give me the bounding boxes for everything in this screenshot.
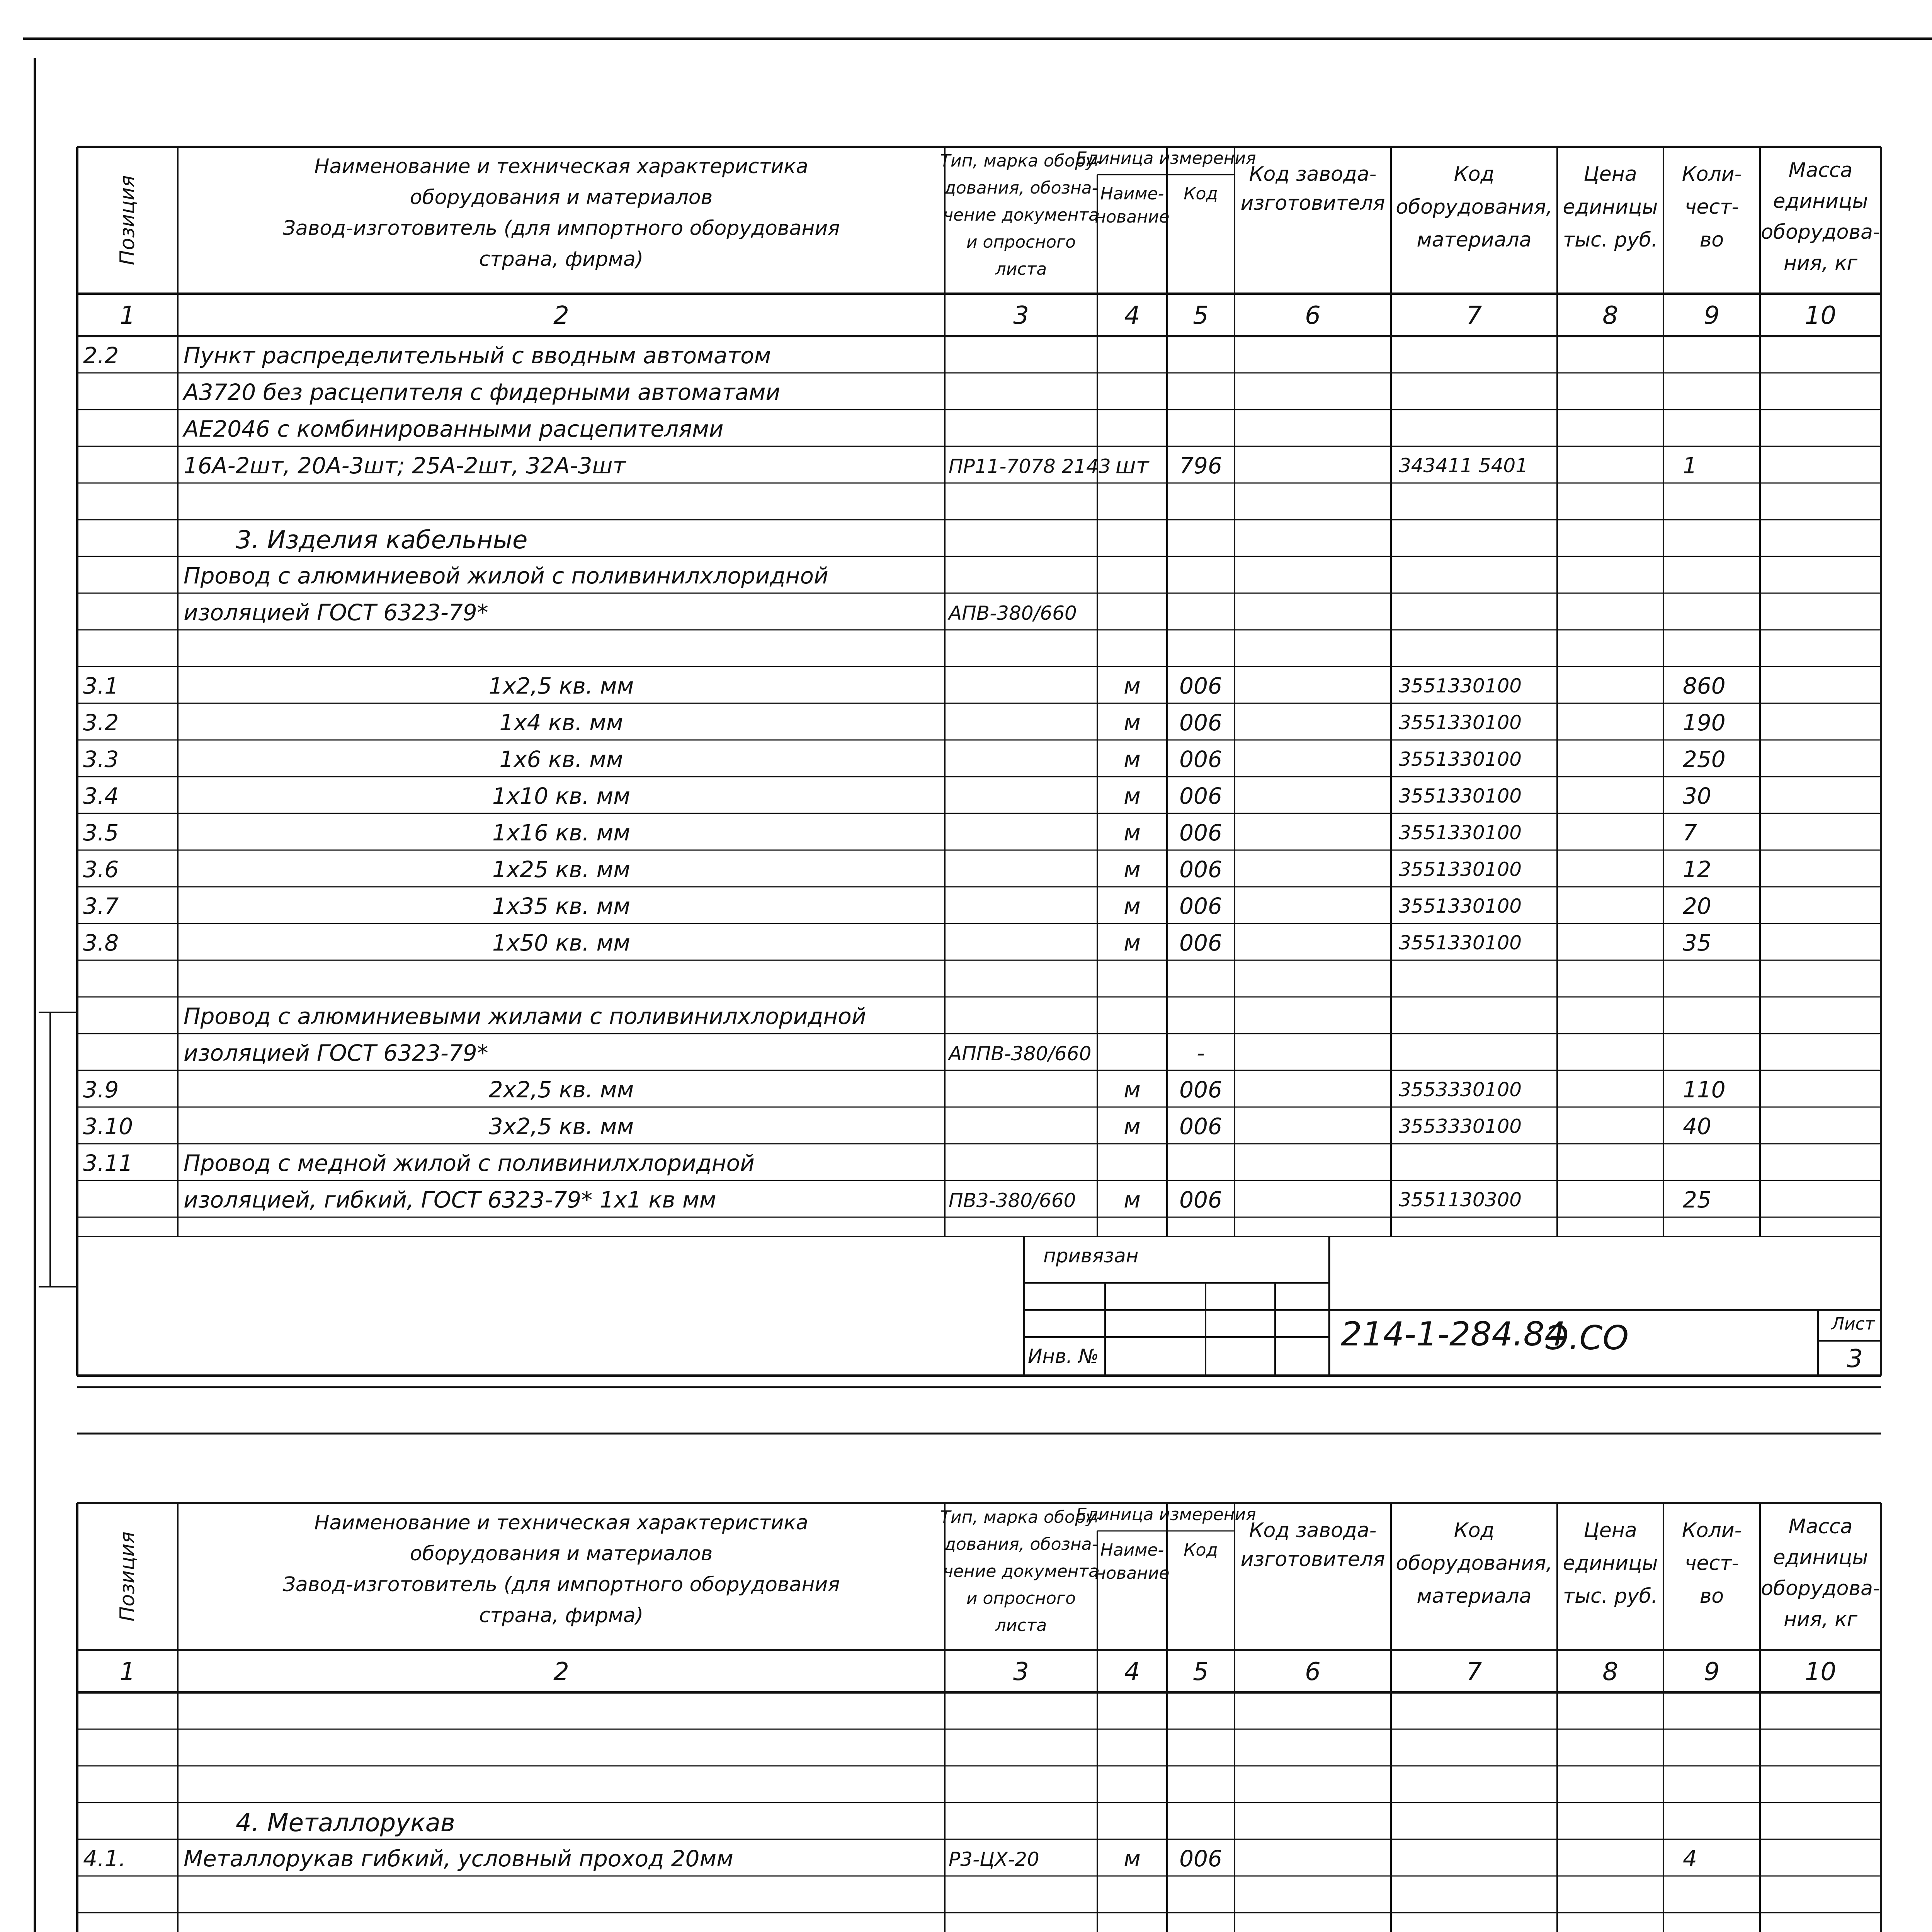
column-number: 1 bbox=[119, 1658, 136, 1686]
row-name: изоляцией ГОСТ 6323-79* bbox=[184, 1039, 488, 1066]
row-name: 3х2,5 кв. мм bbox=[488, 1113, 634, 1139]
factory-code-header: Код завода- bbox=[1249, 163, 1377, 186]
row-quantity: 40 bbox=[1683, 1113, 1711, 1139]
name-header: страна, фирма) bbox=[479, 248, 644, 271]
row-unit-code: 006 bbox=[1179, 929, 1222, 956]
type-header: дования, обозна- bbox=[944, 1534, 1098, 1554]
column-number: 2 bbox=[553, 1658, 569, 1686]
row-name: А3720 без расцепителя с фидерными автоматами bbox=[184, 379, 781, 405]
row-position: 3.4 bbox=[83, 782, 119, 809]
row-name: 1х6 кв. мм bbox=[499, 746, 623, 772]
mass-header: ния, кг bbox=[1784, 1608, 1857, 1631]
column-number: 6 bbox=[1305, 1658, 1321, 1686]
type-header: дования, обозна- bbox=[944, 178, 1098, 198]
row-material-code: 3553330100 bbox=[1399, 1115, 1522, 1138]
name-header: Наименование и техническая характеристика bbox=[314, 1511, 808, 1534]
type-header: чение документа bbox=[943, 205, 1099, 225]
row-unit-code: 006 bbox=[1179, 782, 1222, 809]
name-header: оборудования и материалов bbox=[410, 1542, 713, 1565]
row-unit-code: 006 bbox=[1179, 1845, 1222, 1872]
type-header: листа bbox=[995, 259, 1047, 279]
row-position: 3.10 bbox=[83, 1113, 133, 1139]
qty-header: во bbox=[1699, 228, 1724, 252]
row-unit: м bbox=[1124, 746, 1141, 772]
column-number: 7 bbox=[1466, 301, 1482, 330]
document-suffix: Э.СО bbox=[1546, 1319, 1629, 1357]
row-material-code: 3551330100 bbox=[1399, 748, 1522, 770]
row-position: 3.3 bbox=[83, 746, 119, 772]
type-header: чение документа bbox=[943, 1561, 1099, 1581]
qty-header: чест- bbox=[1684, 1552, 1739, 1575]
column-number: 5 bbox=[1193, 301, 1209, 330]
row-type: Р3-ЦХ-20 bbox=[949, 1848, 1039, 1871]
material-code-header: Код bbox=[1454, 163, 1495, 186]
row-name: АЕ2046 с комбинированными расцепителями bbox=[184, 415, 724, 442]
row-name: 16А-2шт, 20А-3шт; 25А-2шт, 32А-3шт bbox=[184, 452, 626, 479]
factory-code-header: изготовителя bbox=[1240, 192, 1385, 215]
row-position: 3.7 bbox=[83, 893, 119, 919]
row-name: изоляцией, гибкий, ГОСТ 6323-79* 1х1 кв мм bbox=[184, 1186, 716, 1213]
position-header: Позиция bbox=[116, 175, 139, 265]
column-number: 4 bbox=[1124, 1658, 1140, 1686]
mass-header: оборудова- bbox=[1761, 221, 1880, 244]
name-header: оборудования и материалов bbox=[410, 186, 713, 209]
factory-code-header: Код завода- bbox=[1249, 1519, 1377, 1542]
row-quantity: 250 bbox=[1683, 746, 1726, 772]
unit-name-header: нование bbox=[1095, 207, 1170, 227]
row-name: Провод с медной жилой с поливинилхлоридной bbox=[184, 1150, 755, 1176]
column-number: 3 bbox=[1013, 301, 1029, 330]
name-header: Завод-изготовитель (для импортного оборудования bbox=[282, 217, 840, 240]
document-code: 214-1-284.84 bbox=[1341, 1315, 1566, 1354]
list-label: Лист bbox=[1832, 1314, 1875, 1334]
list-number: 3 bbox=[1847, 1345, 1863, 1373]
mass-header: Масса bbox=[1788, 159, 1853, 182]
mass-header: единицы bbox=[1773, 1546, 1868, 1569]
column-number: 6 bbox=[1305, 301, 1321, 330]
row-unit-code: 006 bbox=[1179, 1076, 1222, 1103]
row-unit: м bbox=[1124, 782, 1141, 809]
row-position: 3.11 bbox=[83, 1150, 133, 1176]
row-quantity: 35 bbox=[1683, 929, 1711, 956]
row-quantity: 110 bbox=[1683, 1076, 1726, 1103]
mass-header: ния, кг bbox=[1784, 252, 1857, 275]
name-header: Наименование и техническая характеристика bbox=[314, 155, 808, 178]
name-header: страна, фирма) bbox=[479, 1604, 644, 1627]
stamp-privyazan: привязан bbox=[1043, 1245, 1139, 1267]
row-material-code: 3551130300 bbox=[1399, 1188, 1522, 1211]
row-material-code: 3551330100 bbox=[1399, 711, 1522, 734]
price-header: тыс. руб. bbox=[1563, 1585, 1658, 1608]
row-name: Провод с алюминиевой жилой с поливинилхлоридной bbox=[184, 562, 828, 589]
stamp-inventory: Инв. № bbox=[1028, 1345, 1099, 1367]
row-material-code: 3551330100 bbox=[1399, 931, 1522, 954]
unit-name-header: нование bbox=[1095, 1563, 1170, 1583]
price-header: Цена bbox=[1583, 1519, 1637, 1542]
column-number: 4 bbox=[1124, 301, 1140, 330]
row-unit: м bbox=[1124, 819, 1141, 846]
material-code-header: материала bbox=[1417, 228, 1532, 252]
row-quantity: 860 bbox=[1683, 672, 1726, 699]
material-code-header: оборудования, bbox=[1396, 196, 1553, 219]
row-quantity: 190 bbox=[1683, 709, 1726, 736]
row-position: 3.9 bbox=[83, 1076, 119, 1103]
row-unit: м bbox=[1124, 1845, 1141, 1872]
row-material-code: 3551330100 bbox=[1399, 784, 1522, 807]
row-position: 3.5 bbox=[83, 819, 119, 846]
row-quantity: 7 bbox=[1683, 819, 1697, 846]
type-header: листа bbox=[995, 1616, 1047, 1635]
position-header: Позиция bbox=[116, 1531, 139, 1622]
unit-name-header: Наиме- bbox=[1100, 1540, 1164, 1560]
row-unit-code: 006 bbox=[1179, 746, 1222, 772]
material-code-header: оборудования, bbox=[1396, 1552, 1553, 1575]
row-position: 2.2 bbox=[83, 342, 119, 369]
row-position: 3.2 bbox=[83, 709, 119, 736]
qty-header: Коли- bbox=[1682, 163, 1742, 186]
row-material-code: 343411 5401 bbox=[1399, 454, 1528, 477]
row-position: 4.1. bbox=[83, 1845, 126, 1872]
row-name: изоляцией ГОСТ 6323-79* bbox=[184, 599, 488, 626]
row-name: Пункт распределительный с вводным автоматом bbox=[184, 342, 771, 369]
row-name: 1х16 кв. мм bbox=[492, 819, 631, 846]
row-unit-code: - bbox=[1197, 1039, 1205, 1066]
column-number: 10 bbox=[1804, 301, 1837, 330]
column-number: 9 bbox=[1704, 301, 1720, 330]
row-unit: шт bbox=[1115, 452, 1149, 479]
row-name: 1х25 кв. мм bbox=[492, 856, 631, 883]
row-name: 1х2,5 кв. мм bbox=[488, 672, 634, 699]
row-unit: м bbox=[1124, 856, 1141, 883]
row-material-code: 3551330100 bbox=[1399, 895, 1522, 917]
row-unit: м bbox=[1124, 1186, 1141, 1213]
row-unit-code: 006 bbox=[1179, 672, 1222, 699]
row-position: 3.1 bbox=[83, 672, 119, 699]
column-number: 7 bbox=[1466, 1658, 1482, 1686]
row-unit-code: 796 bbox=[1179, 452, 1222, 479]
row-name: 1х50 кв. мм bbox=[492, 929, 631, 956]
price-header: единицы bbox=[1563, 1552, 1658, 1575]
row-name: 1х35 кв. мм bbox=[492, 893, 631, 919]
row-quantity: 30 bbox=[1683, 782, 1711, 809]
unit-code-header: Код bbox=[1184, 184, 1218, 204]
unit-header: Единица измерения bbox=[1076, 1505, 1256, 1524]
type-header: Тип, марка обору- bbox=[940, 151, 1102, 171]
type-header: и опросного bbox=[966, 1588, 1076, 1608]
row-name: 2х2,5 кв. мм bbox=[488, 1076, 634, 1103]
column-number: 8 bbox=[1602, 301, 1618, 330]
row-name: Провод с алюминиевыми жилами с поливинилхлоридной bbox=[184, 1003, 866, 1029]
qty-header: чест- bbox=[1684, 196, 1739, 219]
row-unit-code: 006 bbox=[1179, 856, 1222, 883]
mass-header: оборудова- bbox=[1761, 1577, 1880, 1600]
row-unit-code: 006 bbox=[1179, 709, 1222, 736]
column-number: 5 bbox=[1193, 1658, 1209, 1686]
row-unit: м bbox=[1124, 893, 1141, 919]
qty-header: во bbox=[1699, 1585, 1724, 1608]
unit-code-header: Код bbox=[1184, 1540, 1218, 1560]
column-number: 10 bbox=[1804, 1658, 1837, 1686]
name-header: Завод-изготовитель (для импортного оборудования bbox=[282, 1573, 840, 1596]
row-unit: м bbox=[1124, 1076, 1141, 1103]
unit-name-header: Наиме- bbox=[1100, 184, 1164, 204]
row-name: 1х4 кв. мм bbox=[499, 709, 623, 736]
material-code-header: материала bbox=[1417, 1585, 1532, 1608]
type-header: и опросного bbox=[966, 232, 1076, 252]
row-unit-code: 006 bbox=[1179, 893, 1222, 919]
row-type: ПР11-7078 2143 bbox=[949, 455, 1111, 478]
row-unit-code: 006 bbox=[1179, 819, 1222, 846]
row-material-code: 3553330100 bbox=[1399, 1078, 1522, 1101]
row-material-code: 3551330100 bbox=[1399, 821, 1522, 844]
row-material-code: 3551330100 bbox=[1399, 858, 1522, 881]
material-code-header: Код bbox=[1454, 1519, 1495, 1542]
row-quantity: 20 bbox=[1683, 893, 1711, 919]
row-unit: м bbox=[1124, 672, 1141, 699]
qty-header: Коли- bbox=[1682, 1519, 1742, 1542]
unit-header: Единица измерения bbox=[1076, 148, 1256, 168]
row-quantity: 1 bbox=[1683, 452, 1697, 479]
column-number: 9 bbox=[1704, 1658, 1720, 1686]
row-unit: м bbox=[1124, 709, 1141, 736]
column-number: 8 bbox=[1602, 1658, 1618, 1686]
row-type: ПВ3-380/660 bbox=[949, 1189, 1076, 1212]
row-position: 3.8 bbox=[83, 929, 119, 956]
price-header: тыс. руб. bbox=[1563, 228, 1658, 252]
row-name: Металлорукав гибкий, условный проход 20мм bbox=[184, 1845, 733, 1872]
column-number: 1 bbox=[119, 301, 136, 330]
type-header: Тип, марка обору- bbox=[940, 1507, 1102, 1527]
row-material-code: 3551330100 bbox=[1399, 674, 1522, 697]
row-name: 4. Металлорукав bbox=[236, 1808, 455, 1837]
mass-header: единицы bbox=[1773, 190, 1868, 213]
row-type: АППВ-380/660 bbox=[949, 1042, 1092, 1065]
price-header: Цена bbox=[1583, 163, 1637, 186]
row-name: 1х10 кв. мм bbox=[492, 782, 631, 809]
row-position: 3.6 bbox=[83, 856, 119, 883]
row-quantity: 4 bbox=[1683, 1845, 1697, 1872]
row-unit: м bbox=[1124, 929, 1141, 956]
column-number: 2 bbox=[553, 301, 569, 330]
column-number: 3 bbox=[1013, 1658, 1029, 1686]
factory-code-header: изготовителя bbox=[1240, 1548, 1385, 1571]
row-quantity: 12 bbox=[1683, 856, 1711, 883]
row-quantity: 25 bbox=[1683, 1186, 1711, 1213]
mass-header: Масса bbox=[1788, 1515, 1853, 1538]
row-unit-code: 006 bbox=[1179, 1186, 1222, 1213]
row-unit-code: 006 bbox=[1179, 1113, 1222, 1139]
price-header: единицы bbox=[1563, 196, 1658, 219]
row-name: 3. Изделия кабельные bbox=[236, 526, 528, 554]
row-type: АПВ-380/660 bbox=[949, 602, 1077, 624]
row-unit: м bbox=[1124, 1113, 1141, 1139]
